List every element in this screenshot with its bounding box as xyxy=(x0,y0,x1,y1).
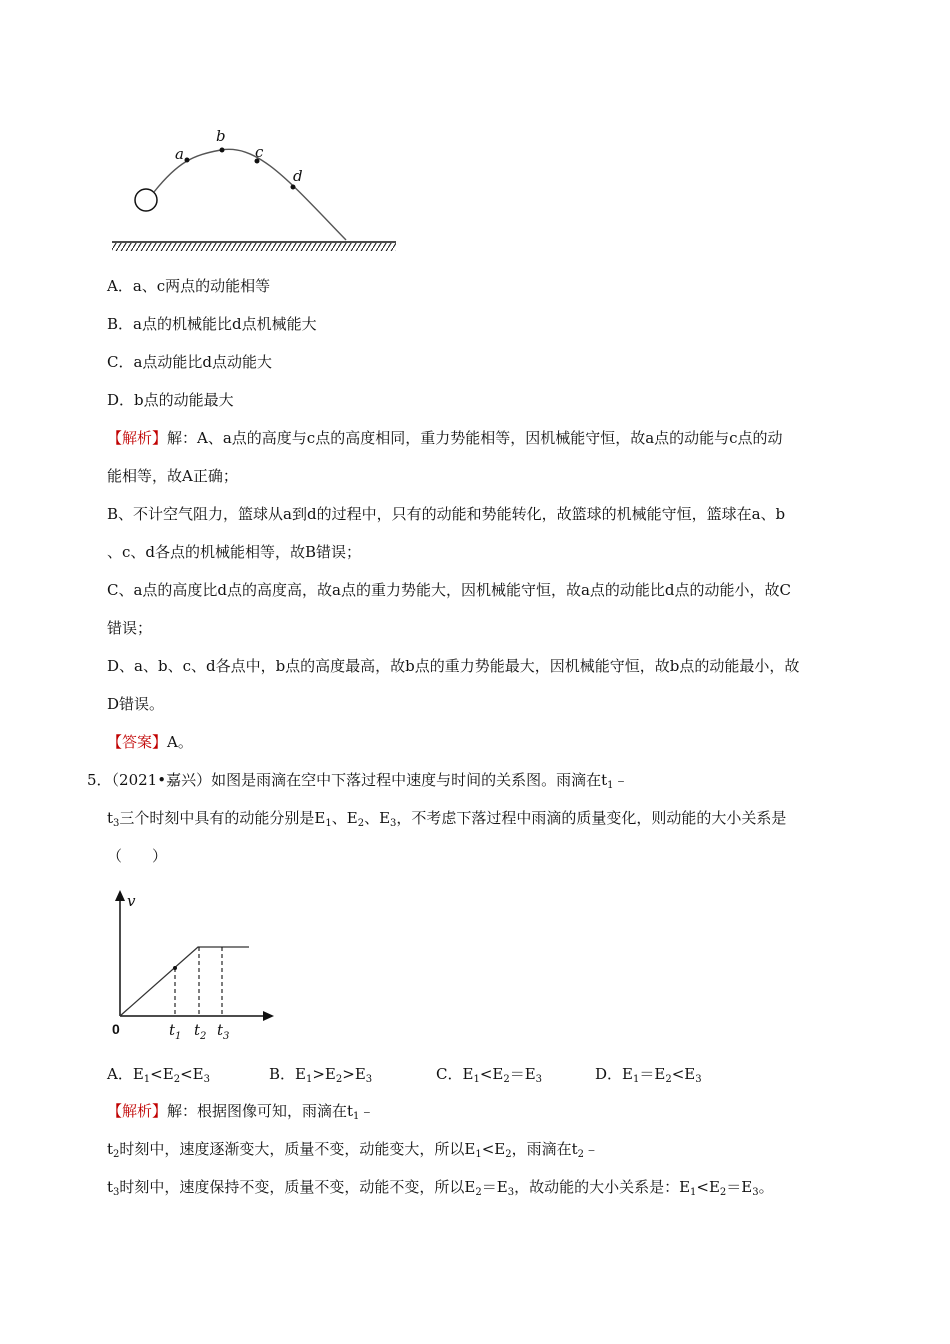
q5-stem-text-2c: 、E xyxy=(364,809,391,827)
ground-hatch xyxy=(112,243,396,251)
q5-stem-e3-sub: 3 xyxy=(390,818,397,829)
q5-stem-e1-sub: 1 xyxy=(325,818,332,829)
q5-number: 5． xyxy=(87,771,112,789)
q4-analysis-line-5: C、a点的高度比d点的高度高，故a点的重力势能大，因机械能守恒，故a点的动能比d点的动能小，故C xyxy=(107,581,791,599)
v-axis-arrow xyxy=(115,890,125,901)
q4-answer: A。 xyxy=(167,733,193,751)
velocity-curve xyxy=(120,947,249,1016)
q4-option-d: D．b点的动能最大 xyxy=(107,391,234,409)
point-d xyxy=(291,185,296,190)
q5-stem-e2-sub: 2 xyxy=(357,818,365,829)
q5-analysis-dash-1: ﹣ xyxy=(359,1102,375,1120)
origin-label: 0 xyxy=(112,1021,120,1037)
q4-analysis-tag: 【解析】 xyxy=(107,429,168,447)
q4-analysis-line-8: D错误。 xyxy=(107,695,165,713)
q5-stem-text-1: （2021•嘉兴）如图是雨滴在空中下落过程中速度与时间的关系图。雨滴在t xyxy=(111,771,608,789)
point-b xyxy=(220,148,225,153)
t2-label: $t_2$ xyxy=(194,1021,207,1042)
q5-stem-dash: ﹣ xyxy=(613,771,629,789)
q5-stem-line-3: （ ） xyxy=(107,847,168,865)
q5-stem-text-2a: 三个时刻中具有的动能分别是E xyxy=(119,809,326,827)
q5-stem-text-2d: ，不考虑下落过程中雨滴的质量变化，则动能的大小关系是 xyxy=(396,809,787,827)
t3-label: $t_3$ xyxy=(217,1021,230,1042)
q5-stem-sub-1: 1 xyxy=(607,780,614,791)
label-b: b xyxy=(216,127,226,145)
q4-answer-tag: 【答案】 xyxy=(107,733,168,751)
q4-analysis-line-6: 错误； xyxy=(107,619,153,637)
q4-option-a: A．a、c两点的动能相等 xyxy=(107,277,271,295)
q5-stem-line-1 xyxy=(87,770,629,796)
q4-analysis-line-3: B、不计空气阻力，篮球从a到d的过程中，只有的动能和势能转化，故篮球的机械能守恒，篮球在a、b xyxy=(107,505,786,523)
q5-analysis-line-1 xyxy=(107,1101,374,1127)
q4-analysis-line-1 xyxy=(107,428,783,448)
q5-options xyxy=(107,1064,702,1090)
q5-stem-text-2b: 、E xyxy=(331,809,358,827)
q4-analysis-line-4: 、c、d各点的机械能相等，故B错误； xyxy=(107,543,362,561)
q4-analysis-line-7: D、a、b、c、d各点中，b点的高度最高，故b点的重力势能最大，因机械能守恒，故b点的动能最小，故 xyxy=(107,657,800,675)
basketball xyxy=(135,189,157,211)
q5-option-a: A．$E_1<E_2<E_3$ xyxy=(107,1065,210,1085)
label-c: c xyxy=(255,143,264,161)
label-a: a xyxy=(175,145,184,163)
q5-option-c: C．$E_1<E_2=E_3$ xyxy=(436,1065,543,1085)
q4-option-c: C．a点动能比d点动能大 xyxy=(107,353,273,371)
q5-stem-line-2 xyxy=(107,808,786,834)
point-a xyxy=(185,158,190,163)
v-axis-label: v xyxy=(127,892,136,910)
q5-analysis-line-2: $t_2$时刻中，速度逐渐变大，质量不变，动能变大，所以$E_1<E_2$，雨滴在$t_2﹣$ xyxy=(107,1140,600,1160)
q5-option-d: D．$E_1=E_2<E_3$ xyxy=(595,1065,702,1085)
q5-stem-sub-3: 3 xyxy=(113,818,120,829)
t1-point xyxy=(173,966,177,970)
t-axis-arrow xyxy=(263,1011,274,1021)
q4-analysis-line-2: 能相等，故A正确； xyxy=(107,467,238,485)
t1-label: $t_1$ xyxy=(169,1021,182,1042)
q5-analysis-text-1: 解：根据图像可知，雨滴在t xyxy=(167,1102,354,1120)
q4-option-b: B．a点的机械能比d点机械能大 xyxy=(107,315,317,333)
velocity-time-graph xyxy=(108,888,283,1043)
q5-stem-t: t xyxy=(107,809,114,827)
q4-answer-line xyxy=(107,732,193,752)
q5-analysis-line-3: $t_3$时刻中，速度保持不变，质量不变，动能不变，所以$E_2=E_3$，故动能的大小关系是：$E_1<E_2=E_3$。 xyxy=(107,1178,774,1198)
trajectory-figure xyxy=(108,120,408,255)
label-d: d xyxy=(293,167,303,185)
q5-option-b: B．$E_1>E_2>E_3$ xyxy=(269,1065,373,1085)
q5-analysis-sub-1: 1 xyxy=(353,1111,360,1122)
q4-analysis-text-1: 解：A、a点的高度与c点的高度相同，重力势能相等，因机械能守恒，故a点的动能与c点的动 xyxy=(167,429,783,447)
q5-analysis-tag: 【解析】 xyxy=(107,1102,168,1120)
